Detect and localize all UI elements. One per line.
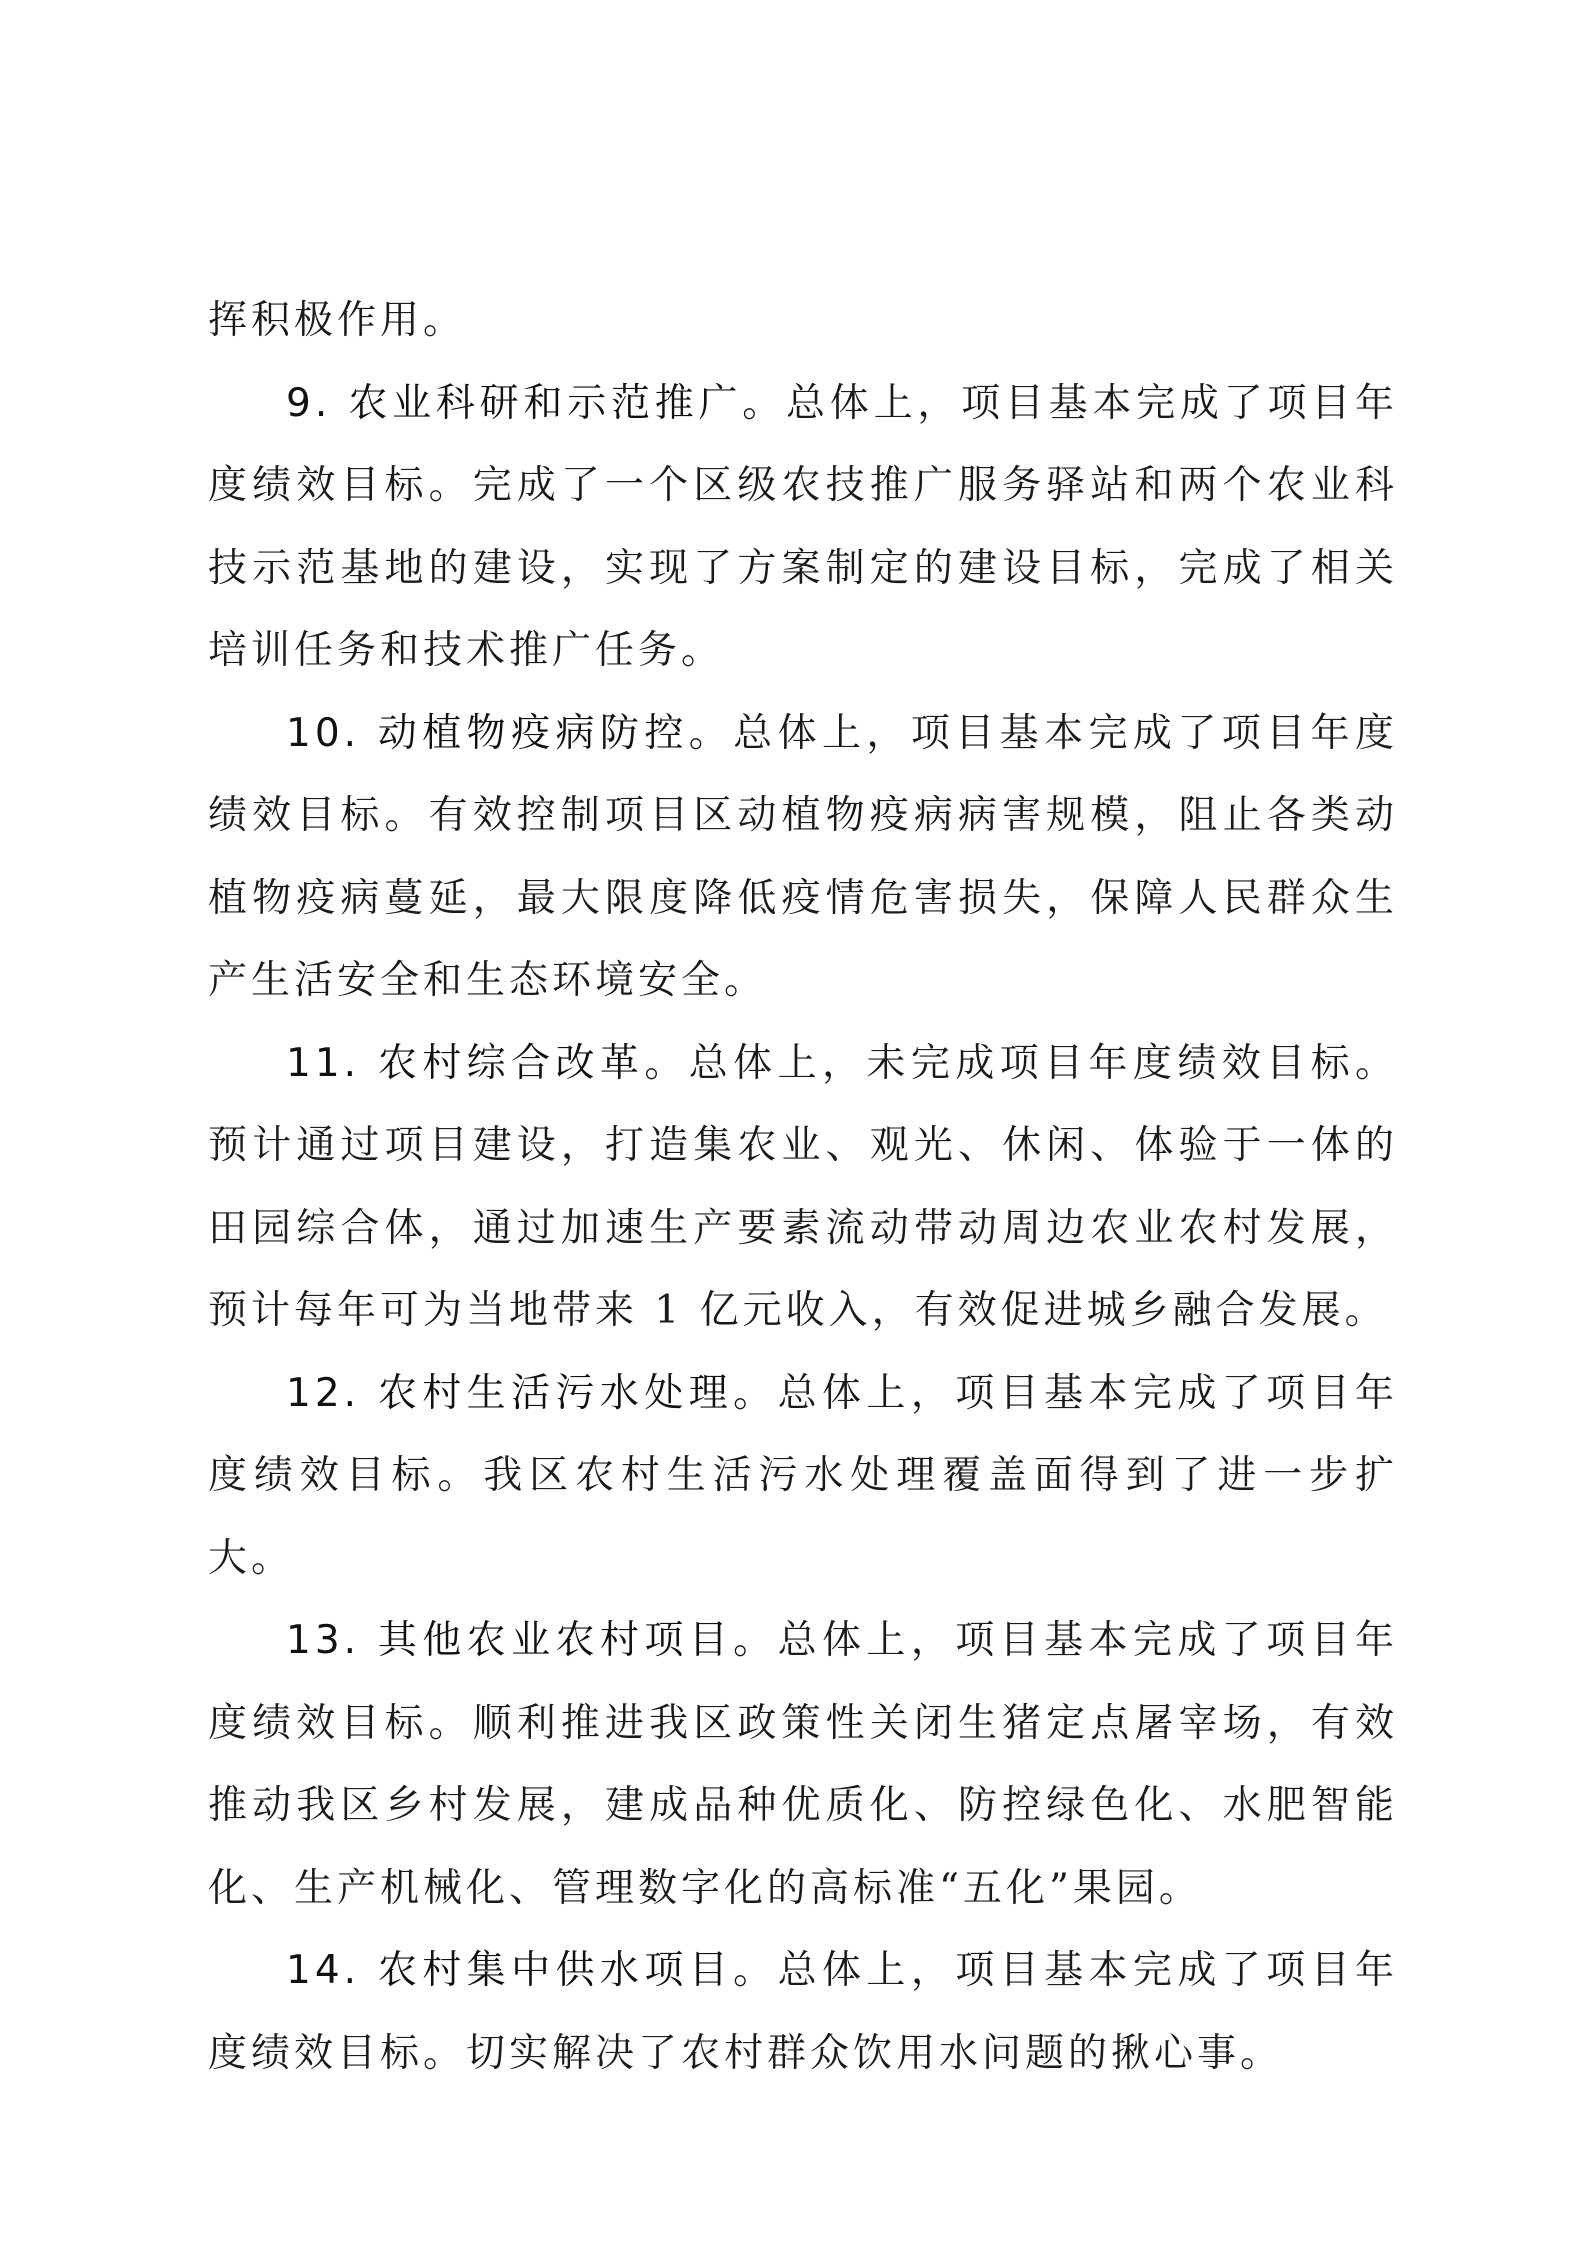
paragraph-body: 挥积极作用。 <box>208 298 467 343</box>
paragraph-heading: 9. 农业科研和示范推广。 <box>286 380 787 426</box>
paragraph-body: 总体上，项目基本完成了项目年度绩效目标。顺利推进我区政策性关闭生猪定点屠宰场，有效推动我区乡村发展，建成品种优质化、防控绿色化、水肥智能化、生产机械化、管理数字化的高标准“五化”果园。 <box>208 1618 1398 1911</box>
paragraph-body: 总体上，项目基本完成了项目年度绩效目标。有效控制项目区动植物疫病病害规模，阻止各类动植物疫病蔓延，最大限度降低疫情危害损失，保障人民群众生产生活安全和生态环境安全。 <box>208 710 1398 1003</box>
paragraph-body: 总体上，项目基本完成了项目年度绩效目标。完成了一个区级农技推广服务驿站和两个农业科技示范基地的建设，实现了方案制定的建设目标，完成了相关培训任务和技术推广任务。 <box>208 380 1398 673</box>
paragraph-body: 总体上，未完成项目年度绩效目标。预计通过项目建设，打造集农业、观光、休闲、体验于一体的田园综合体，通过加速生产要素流动带动周边农业农村发展，预计每年可为当地带来 1 亿元收入，有效促进城乡融合发展。 <box>208 1040 1398 1333</box>
paragraph-item-9 <box>208 363 1398 693</box>
paragraph-body: 总体上，项目基本完成了项目年度绩效目标。我区农村生活污水处理覆盖面得到了进一步扩大。 <box>208 1370 1398 1581</box>
document-body <box>208 280 1398 2095</box>
paragraph-body: 总体上，项目基本完成了项目年度绩效目标。切实解决了农村群众饮用水问题的揪心事。 <box>208 1948 1398 2076</box>
paragraph-heading: 13. 其他农业农村项目。 <box>286 1618 778 1663</box>
paragraph-item-13 <box>208 1600 1398 1930</box>
paragraph-item-10 <box>208 693 1398 1023</box>
paragraph-item-11 <box>208 1023 1398 1353</box>
paragraph-continuation <box>208 280 1398 363</box>
paragraph-item-14 <box>208 1930 1398 2095</box>
paragraph-heading: 11. 农村综合改革。 <box>286 1040 689 1086</box>
paragraph-heading: 12. 农村生活污水处理。 <box>286 1370 778 1416</box>
paragraph-item-12 <box>208 1353 1398 1601</box>
paragraph-heading: 10. 动植物疫病防控。 <box>286 710 734 756</box>
paragraph-heading: 14. 农村集中供水项目。 <box>286 1948 778 1993</box>
